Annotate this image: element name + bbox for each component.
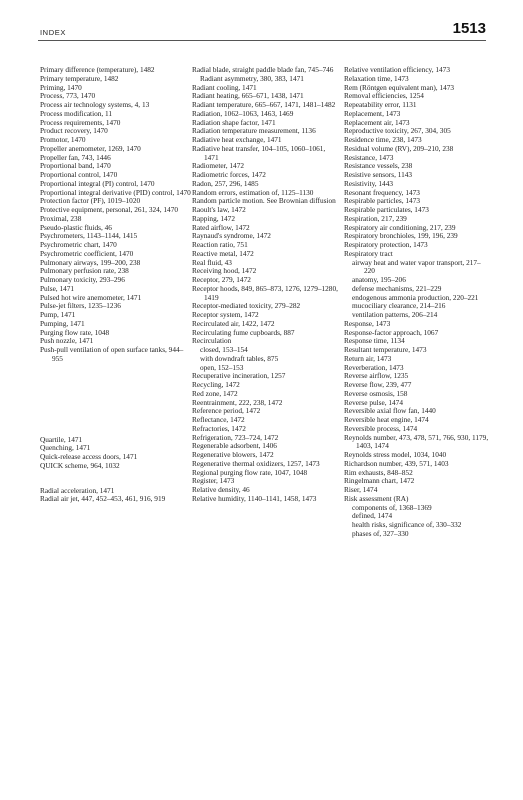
index-entry: Process requirements, 1470 <box>40 117 121 127</box>
index-entry: Radial blade, straight paddle blade fan, 745–746 <box>192 65 334 74</box>
index-entry: Receptor, 279, 1472 <box>192 275 251 284</box>
index-entry: Reverse osmosis, 158 <box>344 388 408 398</box>
index-subentry: airway heat and water vapor transport, 217–220 <box>352 257 481 276</box>
index-entry: Protection factor (PF), 1019–1020 <box>40 196 141 206</box>
index-entry: Recirculation <box>192 336 232 346</box>
index-entry: Proportional control, 1470 <box>40 170 118 179</box>
index-entry: Resistivity, 1443 <box>344 178 393 188</box>
index-entry: Reynolds number, 473, 478, 571, 766, 930, 1179, 1403, 1474 <box>344 432 489 451</box>
index-entry: Relative density, 46 <box>192 485 250 494</box>
index-entry: Reference period, 1472 <box>192 406 261 416</box>
index-entry: Respirable particulates, 1473 <box>344 205 429 214</box>
index-entry: Pulmonary toxicity, 293–296 <box>40 275 125 284</box>
index-entry: Reynolds stress model, 1034, 1040 <box>344 450 447 459</box>
index-subentry: mucociliary clearance, 214–216 <box>352 301 446 311</box>
index-entry: Propeller fan, 743, 1446 <box>40 152 111 162</box>
index-entry: Pulse-jet filters, 1235–1236 <box>40 301 121 311</box>
index-entry: Respiratory air conditioning, 217, 239 <box>344 222 456 232</box>
index-entry: Process modification, 11 <box>40 108 113 118</box>
index-entry: Psychrometers, 1143–1144, 1415 <box>40 231 138 241</box>
index-entry: Quick-release access doors, 1471 <box>40 452 138 461</box>
index-entry: Refrigeration, 723–724, 1472 <box>192 432 279 442</box>
index-entry: Radiant cooling, 1471 <box>192 82 257 92</box>
index-entry: Regenerable adsorbent, 1406 <box>192 441 277 451</box>
index-entry: Radiant heating, 665–671, 1438, 1471 <box>192 91 304 101</box>
index-entry: Refractories, 1472 <box>192 423 246 433</box>
index-entry: Rapping, 1472 <box>192 213 235 223</box>
index-subentry: health risks, significance of, 330–332 <box>352 520 462 529</box>
index-column-1 <box>40 66 192 504</box>
index-subentry: anatomy, 195–206 <box>352 275 406 284</box>
index-entry: Resultant temperature, 1473 <box>344 345 427 354</box>
index-entry: Resistance, 1473 <box>344 152 394 162</box>
index-entry: Respirable particles, 1473 <box>344 196 420 206</box>
index-entry: Response time, 1134 <box>344 336 405 346</box>
index-entry: Primary temperature, 1482 <box>40 73 119 83</box>
index-entry: Pump, 1471 <box>40 310 76 319</box>
index-subentry: components of, 1368–1369 <box>352 502 432 512</box>
index-entry: Random errors, estimation of, 1125–1130 <box>192 187 314 197</box>
index-entry: Quartile, 1471 <box>40 434 83 444</box>
index-entry: Respiratory protection, 1473 <box>344 240 428 249</box>
index-entry: Reaction ratio, 751 <box>192 240 248 249</box>
index-entry: Radiation temperature measurement, 1136 <box>192 126 316 136</box>
index-entry: Process air technology systems, 4, 13 <box>40 100 150 109</box>
index-entry: Resonant frequency, 1473 <box>344 187 420 197</box>
index-entry: Resistive sensors, 1143 <box>344 170 413 179</box>
index-entry: Raoult's law, 1472 <box>192 205 246 214</box>
index-entry: Proportional integral derivative (PID) control, 1470 <box>40 187 191 197</box>
index-subentry: with downdraft tables, 875 <box>200 353 279 363</box>
index-entry: Relative ventilation efficiency, 1473 <box>344 65 450 74</box>
index-entry: Response-factor approach, 1067 <box>344 327 439 337</box>
index-entry: Regenerative blowers, 1472 <box>192 450 274 459</box>
index-subentry: defense mechanisms, 221–229 <box>352 283 442 293</box>
index-entry: Residence time, 238, 1473 <box>344 135 422 144</box>
index-subentry: defined, 1474 <box>352 511 393 521</box>
index-entry: Receptor hoods, 849, 865–873, 1276, 1279–1280, 1419 <box>192 283 338 302</box>
index-entry: Quenching, 1471 <box>40 443 91 453</box>
index-entry: Reversible axial flow fan, 1440 <box>344 406 436 416</box>
index-subentry: Radiant asymmetry, 380, 383, 1471 <box>200 73 304 83</box>
index-entry: Reproductive toxicity, 267, 304, 305 <box>344 126 451 136</box>
index-entry: Richardson number, 439, 571, 1403 <box>344 458 449 468</box>
index-entry: Ringelmann chart, 1472 <box>344 476 415 486</box>
index-entry: Process, 773, 1470 <box>40 91 96 101</box>
index-entry: Reentrainment, 222, 238, 1472 <box>192 397 283 407</box>
index-entry: Pulmonary perfusion rate, 238 <box>40 266 129 276</box>
index-column-2 <box>192 66 340 504</box>
index-entry: Psychrometric chart, 1470 <box>40 240 117 249</box>
index-subentry: closed, 153–154 <box>200 345 248 354</box>
page-number: 1513 <box>452 20 486 37</box>
index-entry: Proportional integral (PI) control, 1470 <box>40 178 155 188</box>
index-entry: Raynaud's syndrome, 1472 <box>192 231 271 241</box>
index-entry: Response, 1473 <box>344 318 391 328</box>
index-subentry: phases of, 327–330 <box>352 528 409 538</box>
index-entry: Receptor system, 1472 <box>192 310 259 319</box>
index-entry: Radiative heat exchange, 1471 <box>192 135 282 144</box>
index-entry: Product recovery, 1470 <box>40 126 108 136</box>
index-entry: Propeller anemometer, 1269, 1470 <box>40 143 141 153</box>
index-entry: Receptor-mediated toxicity, 279–282 <box>192 301 301 311</box>
index-subentry: open, 152–153 <box>200 362 244 372</box>
index-entry: Radiation shape factor, 1471 <box>192 117 276 127</box>
index-entry: Replacement, 1473 <box>344 108 401 118</box>
index-entry: Radiation, 1062–1063, 1463, 1469 <box>192 108 294 118</box>
index-entry: Replacement air, 1473 <box>344 117 410 127</box>
header-rule <box>38 40 486 41</box>
index-entry: QUICK scheme, 964, 1032 <box>40 460 120 470</box>
index-entry: Proximal, 238 <box>40 213 82 223</box>
letter-group-gap <box>40 364 192 436</box>
index-entry: Reverse airflow, 1235 <box>344 371 409 381</box>
index-entry: Radiometer, 1472 <box>192 161 244 171</box>
index-entry: Primary difference (temperature), 1482 <box>40 65 155 74</box>
index-entry: Reverse pulse, 1474 <box>344 397 403 407</box>
index-entry: Radial air jet, 447, 452–453, 461, 916, 919 <box>40 494 166 504</box>
index-entry: Regional purging flow rate, 1047, 1048 <box>192 467 308 477</box>
index-entry: Riser, 1474 <box>344 485 378 494</box>
index-entry: Recycling, 1472 <box>192 380 240 389</box>
index-entry: Respiratory tract <box>344 248 393 258</box>
index-subentry: ventilation patterns, 206–214 <box>352 310 438 319</box>
letter-group-gap <box>40 471 192 487</box>
index-entry: Purging flow rate, 1048 <box>40 327 110 337</box>
index-entry: Pseudo-plastic fluids, 46 <box>40 222 112 232</box>
index-entry: Pulmonary airways, 199–200, 238 <box>40 257 141 267</box>
index-entry: Radiative heat transfer, 104–105, 1060–1061, 1471 <box>192 143 326 162</box>
index-entry: Reversible heat engine, 1474 <box>344 415 429 424</box>
index-entry: Relaxation time, 1473 <box>344 73 409 83</box>
index-entry: Repeatability error, 1131 <box>344 100 417 109</box>
index-entry: Recuperative incineration, 1257 <box>192 371 286 381</box>
index-entry: Residual volume (RV), 209–210, 238 <box>344 143 454 153</box>
index-entry: Pulse, 1471 <box>40 283 75 293</box>
index-entry: Pulsed hot wire anemometer, 1471 <box>40 292 142 302</box>
index-entry: Rim exhausts, 848–852 <box>344 467 413 477</box>
index-entry: Priming, 1470 <box>40 82 82 92</box>
index-entry: Relative humidity, 1140–1141, 1458, 1473 <box>192 493 317 503</box>
index-entry: Respiration, 217, 239 <box>344 213 407 223</box>
index-entry: Reverberation, 1473 <box>344 362 404 372</box>
index-entry: Radial acceleration, 1471 <box>40 485 115 495</box>
index-entry: Respiratory bronchioles, 199, 196, 239 <box>344 231 458 241</box>
index-entry: Removal efficiencies, 1254 <box>344 91 424 101</box>
index-entry: Risk assessment (RA) <box>344 493 409 503</box>
index-entry: Rated airflow, 1472 <box>192 222 250 232</box>
index-subentry: endogenous ammonia production, 220–221 <box>352 292 479 302</box>
index-entry: Recirculating fume cupboards, 887 <box>192 327 295 337</box>
index-entry: Reversible process, 1474 <box>344 423 418 433</box>
running-head-section: INDEX <box>40 28 66 37</box>
index-entry: Recirculated air, 1422, 1472 <box>192 318 275 328</box>
index-entry: Receiving hood, 1472 <box>192 266 257 276</box>
index-entry: Rem (Röntgen equivalent man), 1473 <box>344 82 455 92</box>
index-entry: Psychrometric coefficient, 1470 <box>40 248 134 258</box>
index-entry: Push nozzle, 1471 <box>40 336 94 346</box>
index-entry: Proportional band, 1470 <box>40 161 111 171</box>
index-entry: Protective equipment, personal, 261, 324, 1470 <box>40 205 179 214</box>
index-entry: Radiometric forces, 1472 <box>192 170 266 179</box>
index-entry: Register, 1473 <box>192 476 235 486</box>
index-entry: Reflectance, 1472 <box>192 415 245 424</box>
index-entry: Return air, 1473 <box>344 353 392 363</box>
index-entry: Random particle motion. See Brownian diffusion <box>192 196 336 206</box>
index-entry: Promotor, 1470 <box>40 135 86 144</box>
index-entry: Push-pull ventilation of open surface tanks, 944–955 <box>40 345 184 363</box>
index-entry: Red zone, 1472 <box>192 388 238 398</box>
index-column-3 <box>344 66 490 539</box>
index-entry: Reverse flow, 239, 477 <box>344 380 412 389</box>
index-entry: Resistance vessels, 238 <box>344 161 413 171</box>
index-entry: Real fluid, 43 <box>192 257 232 267</box>
index-entry: Regenerative thermal oxidizers, 1257, 1473 <box>192 458 320 468</box>
index-entry: Pumping, 1471 <box>40 318 85 328</box>
index-entry: Radon, 257, 296, 1485 <box>192 178 259 188</box>
index-entry: Reactive metal, 1472 <box>192 248 254 258</box>
index-entry: Radiant temperature, 665–667, 1471, 1481–1482 <box>192 100 336 109</box>
